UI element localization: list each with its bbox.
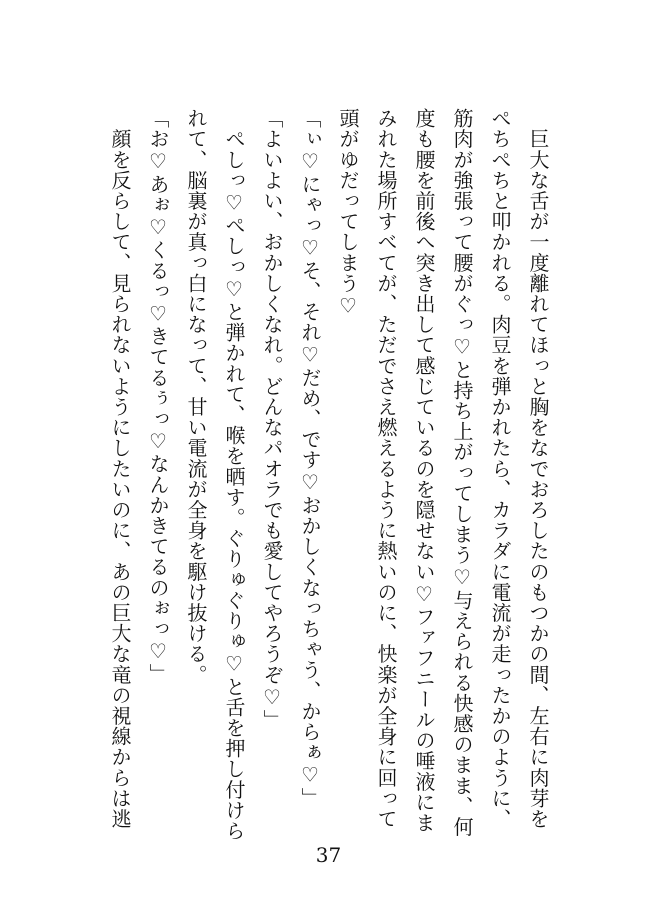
text-line: 「お♡あぉ♡くるっ♡きてるぅっ♡なんかきてるのぉっ♡」 <box>146 108 170 685</box>
text-line: 度も腰を前後へ突き出して感じているのを隠せない♡ファフニールの唾液にま <box>412 108 436 833</box>
text-line: 筋肉が強張って腰がぐっ♡と持ち上がってしまう♡与えられる快感のまま、何 <box>450 108 474 837</box>
text-line: 「ぃ♡にゃっ♡そ、それ♡だめ、です♡おかしくなっちゃう、からぁ♡」 <box>298 108 322 808</box>
text-line: みれた場所すべてが、ただでさえ燃えるように熱いのに、快楽が全身に回って <box>374 108 398 829</box>
text-line: 「よいよい、おかしくなれ。どんなパオラでも愛してやろうぞ♡」 <box>260 108 284 730</box>
page-number: 37 <box>315 843 342 867</box>
vertical-text-body <box>101 108 557 841</box>
text-line: れて、脳裏が真っ白になって、甘い電流が全身を駆け抜ける。 <box>184 108 208 685</box>
text-line: ぺしっ♡ぺしっ♡と弾かれて、喉を晒す。ぐりゅぐりゅ♡と舌を押し付けら <box>222 108 246 841</box>
text-line: 頭がゆだってしまう♡ <box>336 108 360 318</box>
text-line: 巨大な舌が一度離れてほっと胸をなでおろしたのもつかの間、左右に肉芽を <box>526 108 550 829</box>
text-line: 顔を反らして、見られないようにしたいのに、あの巨大な竜の視線からは逃 <box>108 108 132 829</box>
text-line: ぺちぺちと叩かれる。肉豆を弾かれたら、カラダに電流が走ったかのように、 <box>488 108 512 829</box>
